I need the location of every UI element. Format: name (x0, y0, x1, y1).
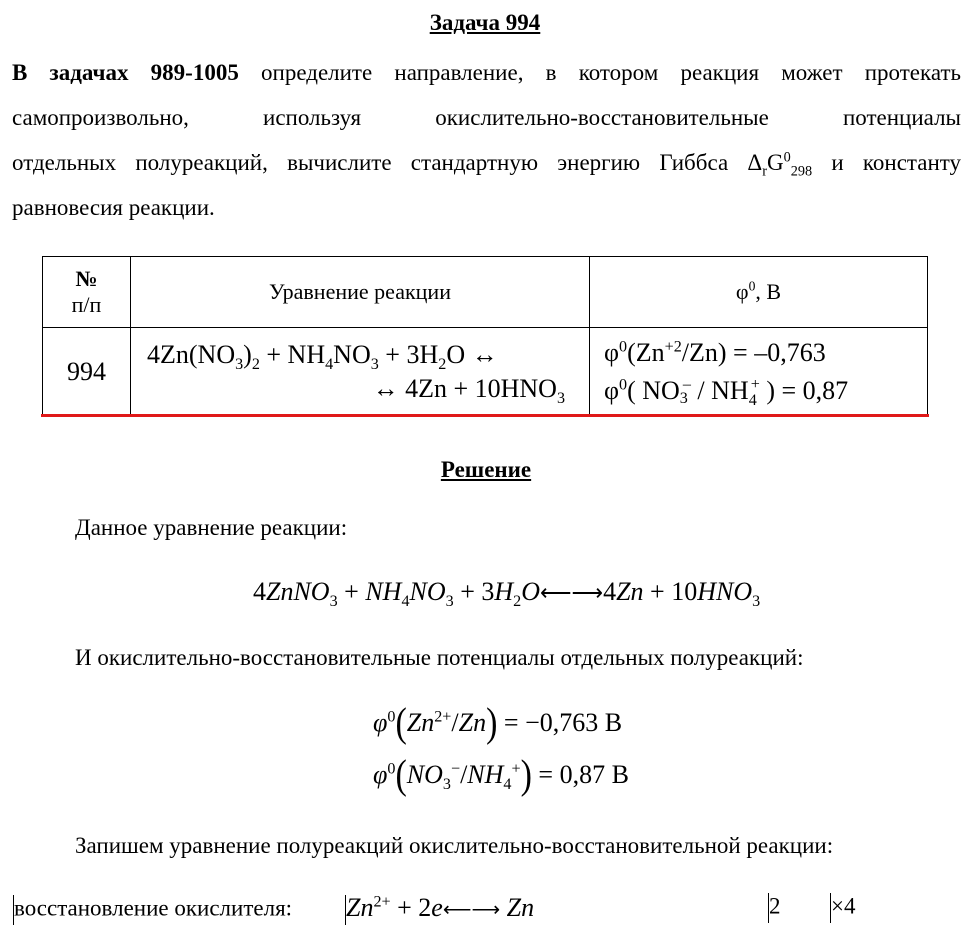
row-equation: $4Zn(NO_3)_2 + NH_4NO_3 + 3H_2O$ ↔ ↔ $4Zn + 10HNO_3$ (131, 328, 590, 417)
statement-line-3-end: и константу (812, 150, 962, 175)
half-reactions-label: Запишем уравнение полуреакций окислительно-восстановительной реакции: (75, 833, 834, 858)
half-reaction-row (13, 895, 292, 925)
table-underline (41, 414, 929, 417)
statement-line-1-text: определите направление, в котором реакция может протекать (238, 60, 961, 85)
task-table (42, 256, 928, 417)
header-potential: $\varphi^0$, В (590, 257, 928, 328)
potential-no3-value: 0,87 В (559, 760, 629, 789)
statement-bold: В задачах 989-1005 (12, 60, 239, 85)
header-number: № п/п (43, 257, 131, 328)
potential-zn-value: −0,763 В (525, 708, 623, 737)
task-statement (12, 50, 961, 230)
row-number: 994 (43, 328, 131, 417)
header-equation: Уравнение реакции (131, 257, 590, 328)
coef-2 (768, 893, 781, 923)
potential-no3: $\varphi^0(NO_3^-/NH_4^+) = 0,87$ В (373, 753, 629, 798)
gibbs-sub-r: r (762, 163, 767, 180)
table-row (43, 328, 928, 417)
potentials-label: И окислительно-восстановительные потенциалы отдельных полуреакций: (75, 645, 804, 670)
gibbs-g: G (766, 150, 784, 175)
solution-title: Решение (440, 457, 532, 482)
row-potentials: $\varphi^0(Zn^{+2}/Zn) = -0,763$ $\varphi^0$( $NO_3^- / NH_4^+$ ) = 0,87 (590, 328, 928, 417)
statement-line-2: самопроизвольно, используя окислительно-восстановительные потенциалы (12, 105, 961, 130)
gibbs-sup-0: 0 (783, 149, 791, 166)
coef-4: ×4 (830, 893, 855, 923)
table-header-row (43, 257, 928, 328)
statement-line-4: равновесия реакции. (12, 195, 215, 220)
coef-4-value: 4 (843, 893, 856, 919)
gibbs-sub-298: 298 (790, 163, 813, 180)
statement-line-3-text: отдельных полуреакций, вычислите стандартную энергию Гиббса Δ (12, 150, 763, 175)
coef-2-value: 2 (769, 893, 781, 919)
potential-zn: $\varphi^0(Zn^{2+}/Zn) = -0,763$ В (373, 701, 623, 746)
reaction-equation: 4ZnNO$_3$ + $NH_4NO_3$ + $3H_2O⟵⟶4Zn + 10HNO_3$ (253, 577, 761, 611)
half-reaction-equation: $Zn^{2+}$ + 2e⟵⟶ Zn (345, 893, 534, 925)
statement-line-3 (12, 140, 961, 185)
half-reaction-label: восстановление окислителя: (14, 895, 293, 921)
task-title: Задача 994 (429, 10, 541, 35)
given-equation-label: Данное уравнение реакции: (75, 515, 348, 540)
statement-line-1 (12, 50, 961, 95)
